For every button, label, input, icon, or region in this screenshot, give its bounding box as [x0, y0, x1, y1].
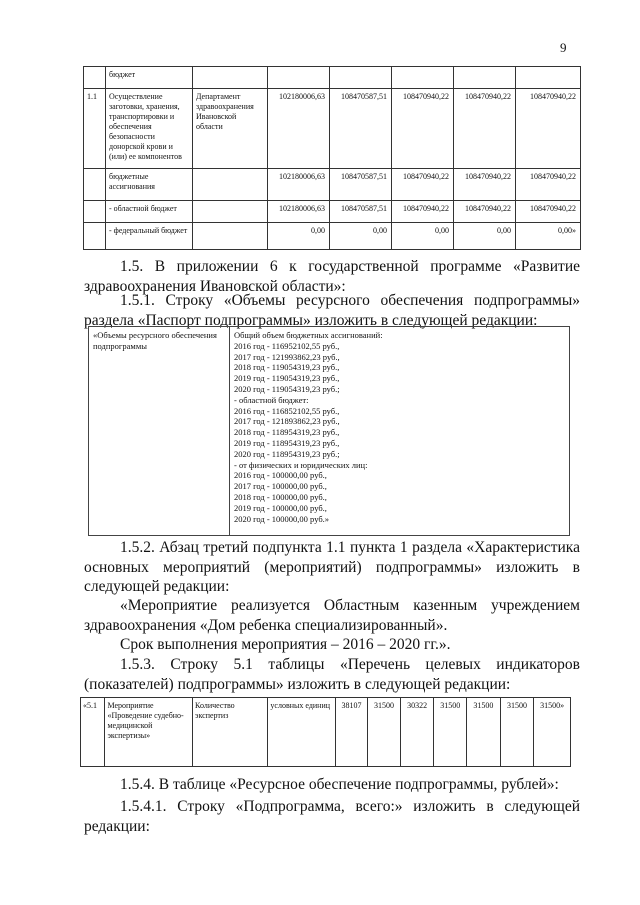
- indicator-value: 31500: [368, 698, 401, 767]
- funding-line: 2017 год - 121993862,23 руб.,: [234, 351, 340, 362]
- indicator-value: 31500»: [534, 698, 571, 767]
- row-org: [193, 67, 268, 89]
- row-amount: [516, 67, 581, 89]
- indicator-value: 31500: [500, 698, 534, 767]
- funding-line: 2017 год - 100000,00 руб.,: [234, 481, 327, 492]
- row-amount: 108470940,22: [392, 89, 454, 169]
- row-amount: 108470940,22: [454, 89, 516, 169]
- funding-line: - областной бюджет:: [234, 394, 309, 405]
- funding-row: [84, 89, 581, 169]
- funding-line: 2018 год - 118954319,23 руб.,: [234, 427, 340, 438]
- funding-line: 2019 год - 118954319,23 руб.,: [234, 437, 340, 448]
- funding-line: 2016 год - 116852102,55 руб.,: [234, 405, 340, 416]
- row-amount: 0,00: [454, 223, 516, 250]
- funding-row: [84, 169, 581, 201]
- row-number: [84, 67, 106, 89]
- funding-line: 2016 год - 100000,00 руб.,: [234, 470, 327, 481]
- funding-line: 2019 год - 119054319,23 руб.,: [234, 373, 340, 384]
- funding-table: [83, 66, 581, 250]
- row-amount: 108470940,22: [516, 169, 581, 201]
- row-name: бюджет: [106, 67, 193, 89]
- indicator-value: 31500: [434, 698, 467, 767]
- row-number: 1.1: [84, 89, 106, 169]
- passport-row-label: «Объемы ресурсного обеспечения подпрограммы: [89, 327, 230, 536]
- funding-row: [84, 67, 581, 89]
- funding-row: [84, 201, 581, 223]
- row-amount: 102180006,63: [268, 89, 330, 169]
- paragraph-1-5-2: 1.5.2. Абзац третий подпункта 1.1 пункта 1 раздела «Характеристика основных мероприятий (мероприятий) подпрограммы» изложить в следующей редакции:: [84, 539, 580, 595]
- funding-line: 2020 год - 119054319,23 руб.;: [234, 383, 340, 394]
- row-amount: 108470940,22: [454, 201, 516, 223]
- row-amount: 102180006,63: [268, 169, 330, 201]
- row-amount: 108470587,51: [330, 169, 392, 201]
- row-amount: 108470587,51: [330, 201, 392, 223]
- row-amount: 108470940,22: [454, 169, 516, 201]
- row-number: [84, 201, 106, 223]
- row-amount: 108470940,22: [516, 201, 581, 223]
- paragraph-term: Срок выполнения мероприятия – 2016 – 2020 гг.».: [120, 636, 451, 653]
- passport-row-values: [230, 327, 570, 536]
- funding-line: 2018 год - 119054319,23 руб.,: [234, 362, 340, 373]
- paragraph-1-5-3: 1.5.3. Строку 5.1 таблицы «Перечень целевых индикаторов (показателей) подпрограммы» изложить в следующей редакции:: [84, 656, 580, 693]
- funding-line: 2017 год - 121893862,23 руб.,: [234, 416, 340, 427]
- indicator-unit: условных единиц: [268, 698, 335, 767]
- paragraph-1-5-4-1: 1.5.4.1. Строку «Подпрограмма, всего:» изложить в следующей редакции:: [84, 798, 580, 835]
- paragraph-1-5-1: 1.5.1. Строку «Объемы ресурсного обеспечения подпрограммы» раздела «Паспорт подпрограммы» изложить в следующей редакции:: [84, 292, 580, 329]
- funding-line: - от физических и юридических лиц:: [234, 459, 368, 470]
- row-name: - федеральный бюджет: [106, 223, 193, 250]
- row-number: [84, 223, 106, 250]
- row-org: [193, 169, 268, 201]
- row-amount: [454, 67, 516, 89]
- indicator-value: 31500: [467, 698, 501, 767]
- row-name: Осуществление заготовки, хранения, транспортировки и обеспечения безопасности донорской крови и (или) ее компонентов: [106, 89, 193, 169]
- funding-line: Общий объем бюджетных ассигнований:: [234, 330, 383, 340]
- indicator-value: 30322: [400, 698, 434, 767]
- row-amount: 0,00: [392, 223, 454, 250]
- row-name: бюджетные ассигнования: [106, 169, 193, 201]
- row-amount: 108470587,51: [330, 89, 392, 169]
- indicator-value: 38107: [335, 698, 368, 767]
- row-org: [193, 201, 268, 223]
- row-amount: 108470940,22: [392, 201, 454, 223]
- row-org: [193, 223, 268, 250]
- indicator-activity: Мероприятие «Проведение судебно-медицинской экспертизы»: [105, 698, 193, 767]
- row-amount: 102180006,63: [268, 201, 330, 223]
- row-amount: 108470940,22: [516, 89, 581, 169]
- page-number: 9: [560, 40, 567, 55]
- funding-line: 2020 год - 100000,00 руб.»: [234, 513, 330, 524]
- funding-row: [84, 223, 581, 250]
- paragraph-1-5-4: 1.5.4. В таблице «Ресурсное обеспечение подпрограммы, рублей»:: [120, 776, 559, 793]
- funding-line: 2016 год - 116952102,55 руб.,: [234, 340, 340, 351]
- paragraph-activity: «Мероприятие реализуется Областным казенным учреждением здравоохранения «Дом ребенка специализированный».: [84, 597, 580, 634]
- row-amount: [330, 67, 392, 89]
- indicator-table: [80, 697, 571, 767]
- row-amount: 108470940,22: [392, 169, 454, 201]
- indicator-name: Количество экспертиз: [193, 698, 268, 767]
- indicator-row-number: «5.1: [81, 698, 105, 767]
- row-amount: [392, 67, 454, 89]
- row-amount: 0,00»: [516, 223, 581, 250]
- row-name: - областной бюджет: [106, 201, 193, 223]
- paragraph-1-5: 1.5. В приложении 6 к государственной программе «Развитие здравоохранения Ивановской области»:: [84, 258, 580, 295]
- row-number: [84, 169, 106, 201]
- row-amount: [268, 67, 330, 89]
- passport-row-table: [88, 326, 570, 536]
- funding-line: 2019 год - 100000,00 руб.,: [234, 502, 327, 513]
- funding-line: 2018 год - 100000,00 руб.,: [234, 491, 327, 502]
- row-amount: 0,00: [330, 223, 392, 250]
- funding-line: 2020 год - 118954319,23 руб.;: [234, 448, 340, 459]
- row-amount: 0,00: [268, 223, 330, 250]
- row-org: Департамент здравоохранения Ивановской области: [193, 89, 268, 169]
